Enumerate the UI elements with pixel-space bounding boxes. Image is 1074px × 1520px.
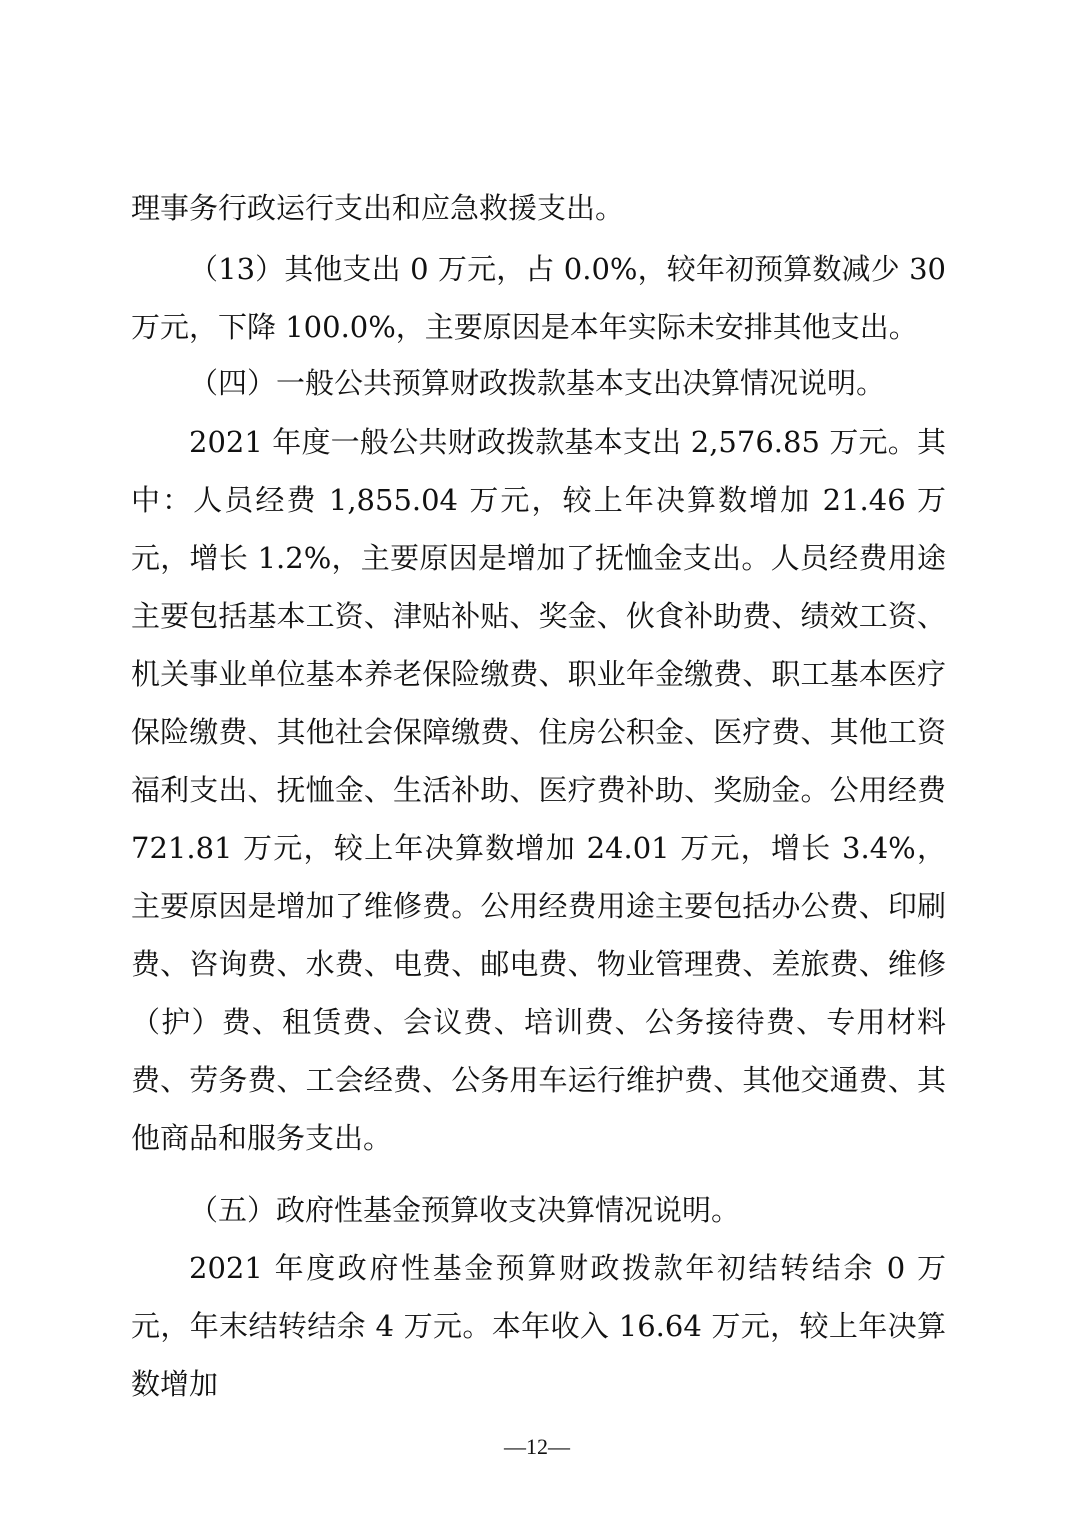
body-paragraph-government-fund: 2021 年度政府性基金预算财政拨款年初结转结余 0 万元，年末结转结余 4 万元。本年收入 16.64 万元，较上年决算数增加	[131, 1251, 946, 1401]
section-heading-basic-expenditure: （四）一般公共预算财政拨款基本支出决算情况说明。	[189, 366, 886, 400]
body-paragraph-other-expenditure: （13）其他支出 0 万元，占 0.0%，较年初预算数减少 30 万元，下降 100.0%，主要原因是本年实际未安排其他支出。	[131, 252, 946, 344]
page-number: —12—	[504, 1434, 570, 1459]
body-paragraph-basic-expenditure: 2021 年度一般公共财政拨款基本支出 2,576.85 万元。其中：人员经费 1,855.04 万元，较上年决算数增加 21.46 万元，增长 1.2%，主要原因是增加了抚恤金支出。人员经费用途主要包括基本工资、津贴补贴、奖金、伙食补助费、绩效工资、机关事业单位基本养老保险缴费、职业年金缴费、职工基本医疗保险缴费、其他社会保障缴费、住房公积金、医疗费、其他工资福利支出、抚恤金、生活补助、医疗费补助、奖励金。公用经费 721.81 万元，较上年决算数增加 24.01 万元，增长 3.4%，主要原因是增加了维修费。公用经费用途主要包括办公费、印刷费、咨询费、水费、电费、邮电费、物业管理费、差旅费、维修（护）费、租赁费、会议费、培训费、公务接待费、专用材料费、劳务费、工会经费、公务用车运行维护费、其他交通费、其他商品和服务支出。	[131, 425, 946, 1155]
section-heading-government-fund: （五）政府性基金预算收支决算情况说明。	[189, 1193, 741, 1227]
body-paragraph-continuation: 理事务行政运行支出和应急救援支出。	[131, 191, 625, 225]
